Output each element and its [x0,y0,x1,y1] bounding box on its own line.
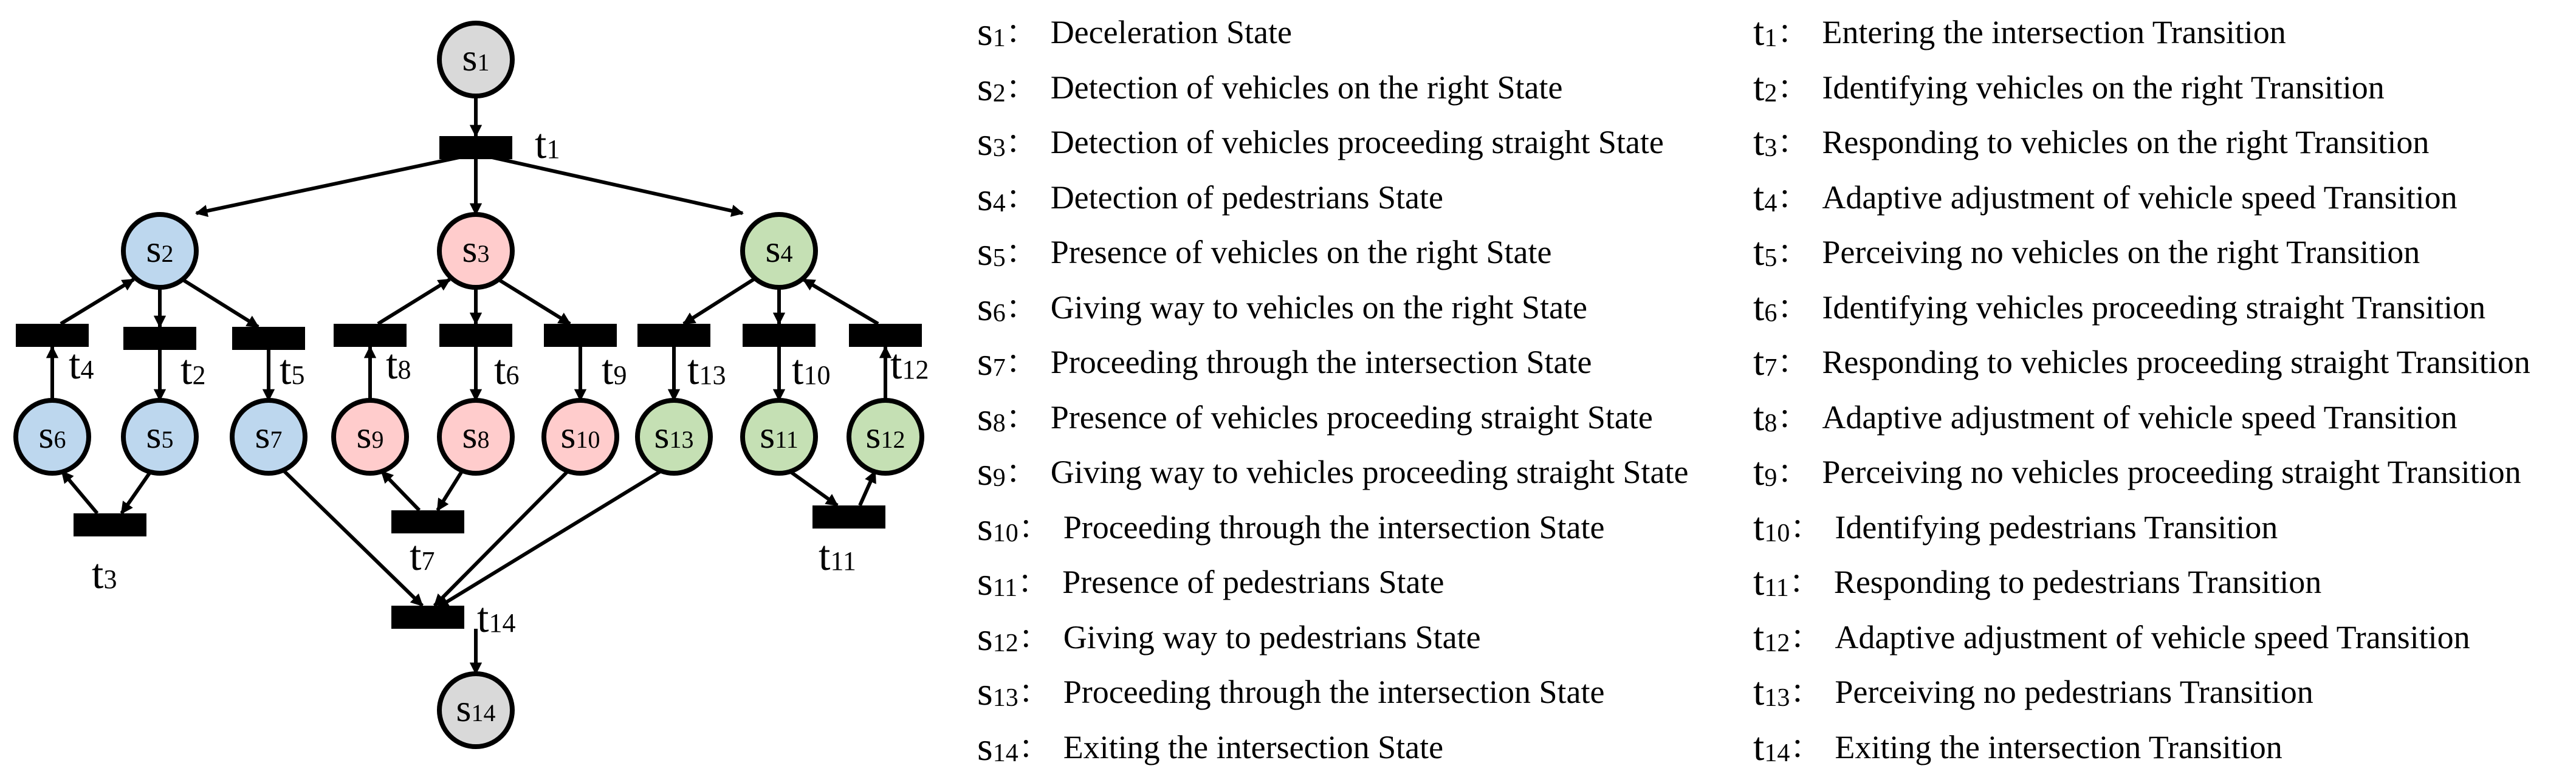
transition-description: Responding to vehicles on the right Transition [1822,124,2430,161]
transition-symbol: $t_{14}$ [1753,724,1790,769]
transition-legend-row: $t_4$ ： Adaptive adjustment of vehicle speed Transition [1753,174,2458,219]
transition-label-t5: t5 [280,347,305,394]
transition-bar-t3 [74,513,146,536]
transition-description: Perceiving no vehicles proceeding straight Transition [1822,454,2521,491]
transition-label-t14: t14 [477,595,516,642]
arc-t7-s9 [382,471,419,510]
transition-legend-row: $t_1$ ： Entering the intersection Transition [1753,10,2286,55]
state-symbol: $s_4$ [977,174,1006,219]
transition-description: Responding to pedestrians Transition [1833,564,2322,601]
place-label-s7: s7 [255,413,283,456]
transition-legend-row: $t_7$ ： Responding to vehicles proceeding straight Transition [1753,340,2530,385]
transition-label-t8: t8 [386,341,411,388]
transition-label-t4: t4 [69,341,94,388]
transition-symbol: $t_{11}$ [1753,560,1789,604]
transition-legend-row: $t_{14}$ ： Exiting the intersection Transition [1753,724,2282,769]
transition-description: Responding to vehicles proceeding straight Transition [1822,344,2530,381]
transitions-layer [16,121,929,642]
transition-description: Entering the intersection Transition [1822,14,2286,51]
state-symbol: $s_{13}$ [977,669,1018,714]
transition-bar-t14 [391,606,464,629]
state-description: Proceeding through the intersection State [1050,344,1592,381]
transition-legend-row: $t_{13}$ ： Perceiving no pedestrians Transition [1753,669,2313,714]
arc-t3-s6 [62,471,97,513]
arc-s5-t3 [122,471,151,513]
transition-legend-row: $t_{12}$ ： Adaptive adjustment of vehicle speed Transition [1753,614,2470,659]
transition-label-t3: t3 [92,551,117,598]
transition-description: Identifying pedestrians Transition [1835,508,2278,546]
transition-legend-row: $t_6$ ： Identifying vehicles proceeding straight Transition [1753,284,2486,329]
place-label-s2: s2 [146,227,174,270]
state-description: Proceeding through the intersection State [1063,674,1605,711]
state-legend-row: $s_3$ ： Detection of vehicles proceeding straight State [977,120,1664,165]
transition-description: Perceiving no vehicles on the right Transition [1822,234,2420,271]
places-layer [16,23,922,747]
state-symbol: $s_{11}$ [977,560,1018,604]
state-symbol: $s_3$ [977,120,1006,165]
petri-net-diagram [0,0,948,777]
place-label-s9: s9 [356,413,384,456]
transition-bar-t1 [439,136,512,159]
state-legend [977,5,1688,775]
state-description: Giving way to vehicles on the right State [1050,289,1588,326]
place-label-s6: s6 [38,413,66,456]
state-legend-row: $s_{13}$ ： Proceeding through the intersection State [977,669,1605,714]
state-description: Exiting the intersection State [1063,728,1444,765]
transition-symbol: $t_{13}$ [1753,669,1790,714]
arc-t11-s12 [860,471,875,505]
transition-symbol: $t_{12}$ [1753,614,1790,659]
transition-legend-row: $t_8$ ： Adaptive adjustment of vehicle speed Transition [1753,394,2458,439]
state-legend-row: $s_6$ ： Giving way to vehicles on the right State [977,284,1588,329]
transition-symbol: $t_7$ [1753,340,1777,385]
state-legend-row: $s_8$ ： Presence of vehicles proceeding straight State [977,394,1653,439]
transition-legend-row: $t_9$ ： Perceiving no vehicles proceeding straight Transition [1753,450,2521,495]
place-label-s11: s11 [760,413,799,456]
transition-symbol: $t_2$ [1753,64,1777,109]
place-label-s3: s3 [462,227,490,270]
place-label-s10: s10 [560,413,600,456]
transition-legend-row: $t_2$ ： Identifying vehicles on the right Transition [1753,64,2385,109]
state-legend-row: $s_{14}$ ： Exiting the intersection State [977,724,1444,769]
transition-bar-t7 [391,510,464,533]
place-label-s12: s12 [865,413,905,456]
arcs-layer [52,96,885,674]
state-legend-row: $s_9$ ： Giving way to vehicles proceeding straight State [977,450,1689,495]
transition-bar-t11 [812,505,885,529]
state-description: Detection of vehicles on the right State [1050,69,1563,106]
place-label-s13: s13 [654,413,694,456]
arc-s4-t13 [684,279,754,324]
arc-t4-s2 [61,279,134,324]
state-description: Presence of vehicles proceeding straight State [1050,399,1653,436]
state-symbol: $s_5$ [977,230,1006,275]
transition-symbol: $t_8$ [1753,394,1777,439]
transition-label-t13: t13 [687,347,726,394]
transition-label-t11: t11 [819,533,856,580]
state-symbol: $s_9$ [977,450,1006,495]
state-symbol: $s_{12}$ [977,614,1018,659]
state-description: Giving way to vehicles proceeding straight State [1050,454,1689,491]
transition-symbol: $t_4$ [1753,174,1777,219]
state-symbol: $s_{14}$ [977,724,1018,769]
state-description: Giving way to pedestrians State [1063,618,1481,655]
arc-t8-s3 [378,279,450,324]
state-legend-row: $s_{10}$ ： Proceeding through the intersection State [977,504,1605,549]
transition-legend-row: $t_{11}$ ： Responding to pedestrians Transition [1753,560,2322,604]
state-legend-row: $s_{12}$ ： Giving way to pedestrians State [977,614,1481,659]
transition-label-t9: t9 [602,347,627,394]
transition-symbol: $t_5$ [1753,230,1777,275]
arc-s3-t9 [498,279,570,324]
arc-s8-t7 [438,471,462,510]
transition-label-t12: t12 [890,341,929,388]
transition-description: Exiting the intersection Transition [1835,728,2282,765]
place-label-s14: s14 [456,686,496,730]
state-description: Presence of vehicles on the right State [1050,234,1552,271]
state-symbol: $s_{10}$ [977,504,1018,549]
transition-description: Adaptive adjustment of vehicle speed Transition [1835,618,2470,655]
state-symbol: $s_6$ [977,284,1006,329]
arc-t1-s2 [196,156,468,213]
place-label-s8: s8 [462,413,490,456]
arc-s2-t5 [182,279,258,327]
state-legend-row: $s_4$ ： Detection of pedestrians State [977,174,1443,219]
transition-legend-row: $t_3$ ： Responding to vehicles on the right Transition [1753,120,2430,165]
state-description: Detection of pedestrians State [1050,179,1443,216]
transition-bar-t5 [232,327,305,350]
transition-legend-row: $t_{10}$ ： Identifying pedestrians Transition [1753,504,2278,549]
transition-bar-t12 [849,324,922,347]
state-legend-row: $s_1$ ： Deceleration State [977,10,1292,55]
transition-label-t1: t1 [535,121,560,168]
transition-symbol: $t_1$ [1753,10,1777,55]
transition-label-t10: t10 [792,347,831,394]
state-description: Detection of vehicles proceeding straight State [1050,124,1664,161]
place-label-s1: s1 [462,36,490,79]
transition-symbol: $t_9$ [1753,450,1777,495]
place-label-s4: s4 [765,227,793,270]
transition-description: Identifying vehicles on the right Transition [1822,69,2385,106]
transition-description: Perceiving no pedestrians Transition [1835,674,2313,711]
place-label-s5: s5 [146,413,174,456]
state-description: Proceeding through the intersection State [1063,508,1605,546]
transition-legend [1753,5,2530,775]
state-symbol: $s_2$ [977,64,1006,109]
arc-s11-t11 [790,471,837,505]
transition-description: Adaptive adjustment of vehicle speed Transition [1822,179,2458,216]
transition-description: Adaptive adjustment of vehicle speed Transition [1822,399,2458,436]
state-legend-row: $s_5$ ： Presence of vehicles on the right State [977,230,1552,275]
state-symbol: $s_7$ [977,340,1006,385]
transition-bar-t13 [637,324,710,347]
arc-t12-s4 [803,279,878,324]
state-description: Deceleration State [1050,14,1292,51]
state-description: Presence of pedestrians State [1062,564,1444,601]
transition-legend-row: $t_5$ ： Perceiving no vehicles on the right Transition [1753,230,2420,275]
state-legend-row: $s_{11}$ ： Presence of pedestrians State [977,560,1444,604]
state-legend-row: $s_7$ ： Proceeding through the intersection State [977,340,1592,385]
transition-symbol: $t_{10}$ [1753,504,1790,549]
state-symbol: $s_1$ [977,10,1006,55]
transition-symbol: $t_6$ [1753,284,1777,329]
state-symbol: $s_8$ [977,394,1006,439]
transition-bar-t9 [544,324,617,347]
state-legend-row: $s_2$ ： Detection of vehicles on the right State [977,64,1563,109]
transition-label-t6: t6 [494,347,520,394]
transition-bar-t10 [743,324,816,347]
transition-symbol: $t_3$ [1753,120,1777,165]
transition-bar-t6 [439,324,512,347]
transition-label-t7: t7 [410,533,435,580]
arc-t1-s4 [484,156,743,213]
transition-description: Identifying vehicles proceeding straight Transition [1822,289,2486,326]
transition-label-t2: t2 [180,347,206,394]
